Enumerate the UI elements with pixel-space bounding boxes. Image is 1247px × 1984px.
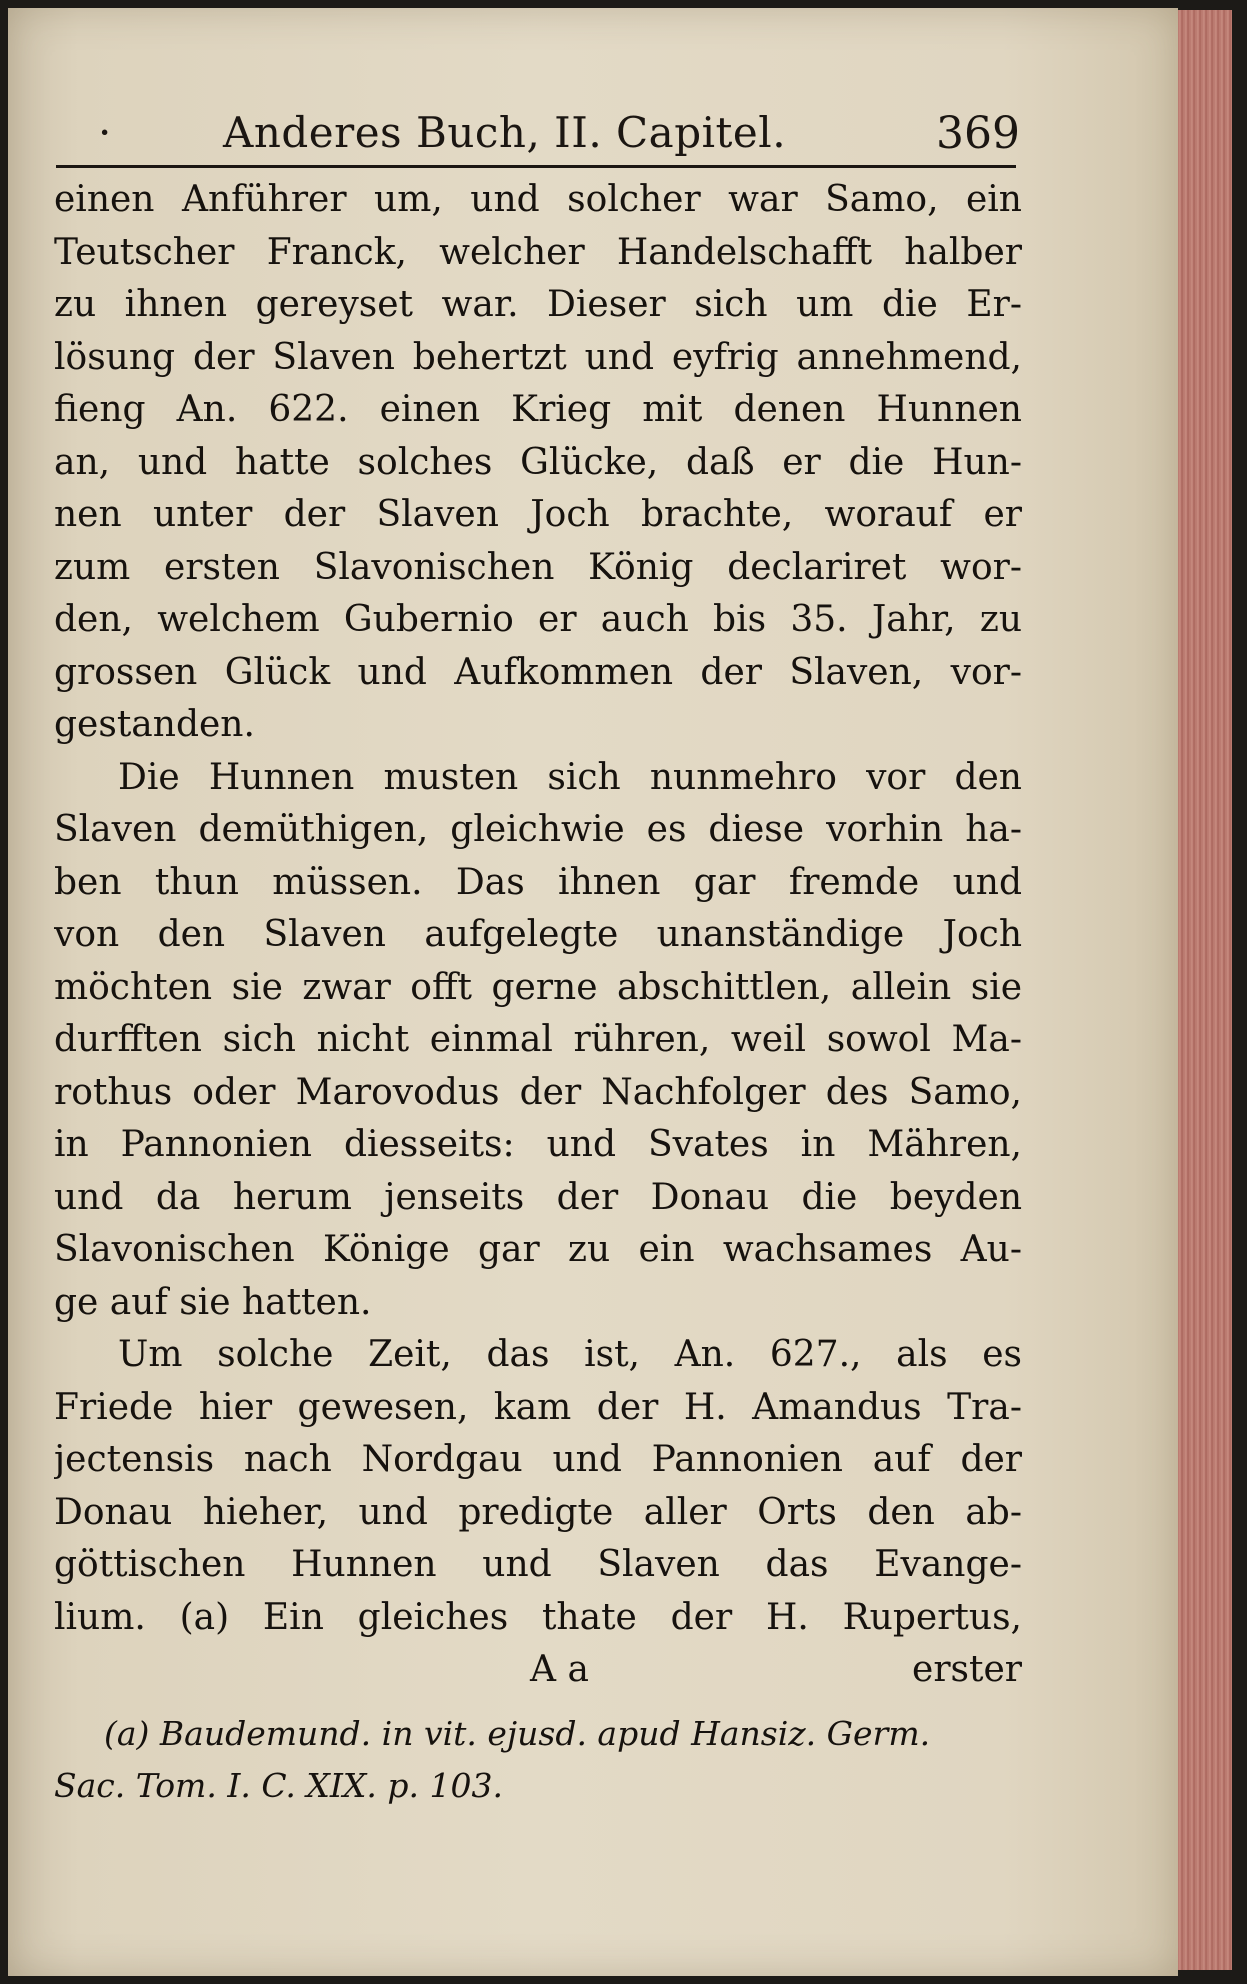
text-line: rothus oder Marovodus der Nachfolger des Samo, (54, 1071, 1022, 1113)
text-line: zum ersten Slavonischen König declariret wor- (54, 546, 1022, 588)
text-line: von den Slaven aufgelegte unanständige Joch (54, 914, 1022, 955)
text-line: fieng An. 622. einen Krieg mit denen Hunnen (54, 389, 1022, 430)
catchword: erster (912, 1649, 1022, 1690)
footnote-line: Sac. Tom. I. C. XIX. p. 103. (54, 1766, 503, 1805)
text-line: möchten sie zwar offt gerne abschittlen, allein sie (54, 966, 1022, 1008)
footnotes (54, 1708, 1022, 1812)
page-edge (1178, 10, 1232, 1970)
text-line: einen Anführer um, und solcher war Samo, ein (54, 179, 1022, 220)
text-line: Slavonischen Könige gar zu ein wachsames Au- (54, 1229, 1022, 1270)
text-line: lösung der Slaven behertzt und eyfrig annehmend, (54, 336, 1022, 378)
text-line: in Pannonien diesseits: und Svates in Mähren, (54, 1124, 1022, 1165)
text-line: göttischen Hunnen und Slaven das Evange- (54, 1544, 1022, 1585)
text-line: Donau hieher, und predigte aller Orts den ab- (54, 1491, 1022, 1533)
text-line: Slaven demüthigen, gleichwie es diese vorhin ha- (54, 809, 1022, 850)
text-line: Die Hunnen musten sich nunmehro vor den (118, 756, 1022, 798)
footnote-line: (a) Baudemund. in vit. ejusd. apud Hansiz. Germ. (104, 1714, 931, 1753)
running-head-title: Anderes Buch, II. Capitel. (223, 108, 787, 157)
text-line: ben thun müssen. Das ihnen gar fremde und (54, 861, 1022, 903)
text-line: grossen Glück und Aufkommen der Slaven, vor- (54, 651, 1022, 693)
running-head-dot: · (98, 108, 112, 157)
text-line: an, und hatte solches Glücke, daß er die Hun- (54, 441, 1022, 483)
text-line: ge auf sie hatten. (54, 1281, 372, 1323)
book-page (8, 8, 1178, 1976)
text-line: durfften sich nicht einmal rühren, weil sowol Ma- (54, 1019, 1022, 1060)
text-line: Um solche Zeit, das ist, An. 627., als es (118, 1334, 1022, 1375)
text-line: Teutscher Franck, welcher Handelschafft halber (54, 231, 1022, 273)
text-line: den, welchem Gubernio er auch bis 35. Jahr, zu (54, 599, 1022, 640)
signature-mark: A a (530, 1649, 589, 1690)
text-line: nen unter der Slaven Joch brachte, worauf er (54, 494, 1022, 535)
header-rule (56, 165, 1016, 168)
running-head (48, 106, 1028, 166)
text-line: und da herum jenseits der Donau die beyden (54, 1176, 1022, 1218)
text-line: Friede hier gewesen, kam der H. Amandus Tra- (54, 1386, 1022, 1428)
text-line: gestanden. (54, 704, 255, 745)
body-text (54, 174, 1022, 1697)
page-number: 369 (936, 108, 1020, 159)
text-line: lium. (a) Ein gleiches thate der H. Rupertus, (54, 1596, 1022, 1638)
text-line: jectensis nach Nordgau und Pannonien auf der (54, 1439, 1022, 1480)
text-line: zu ihnen gereyset war. Dieser sich um die Er- (54, 284, 1022, 325)
signature-line (54, 1644, 1022, 1697)
